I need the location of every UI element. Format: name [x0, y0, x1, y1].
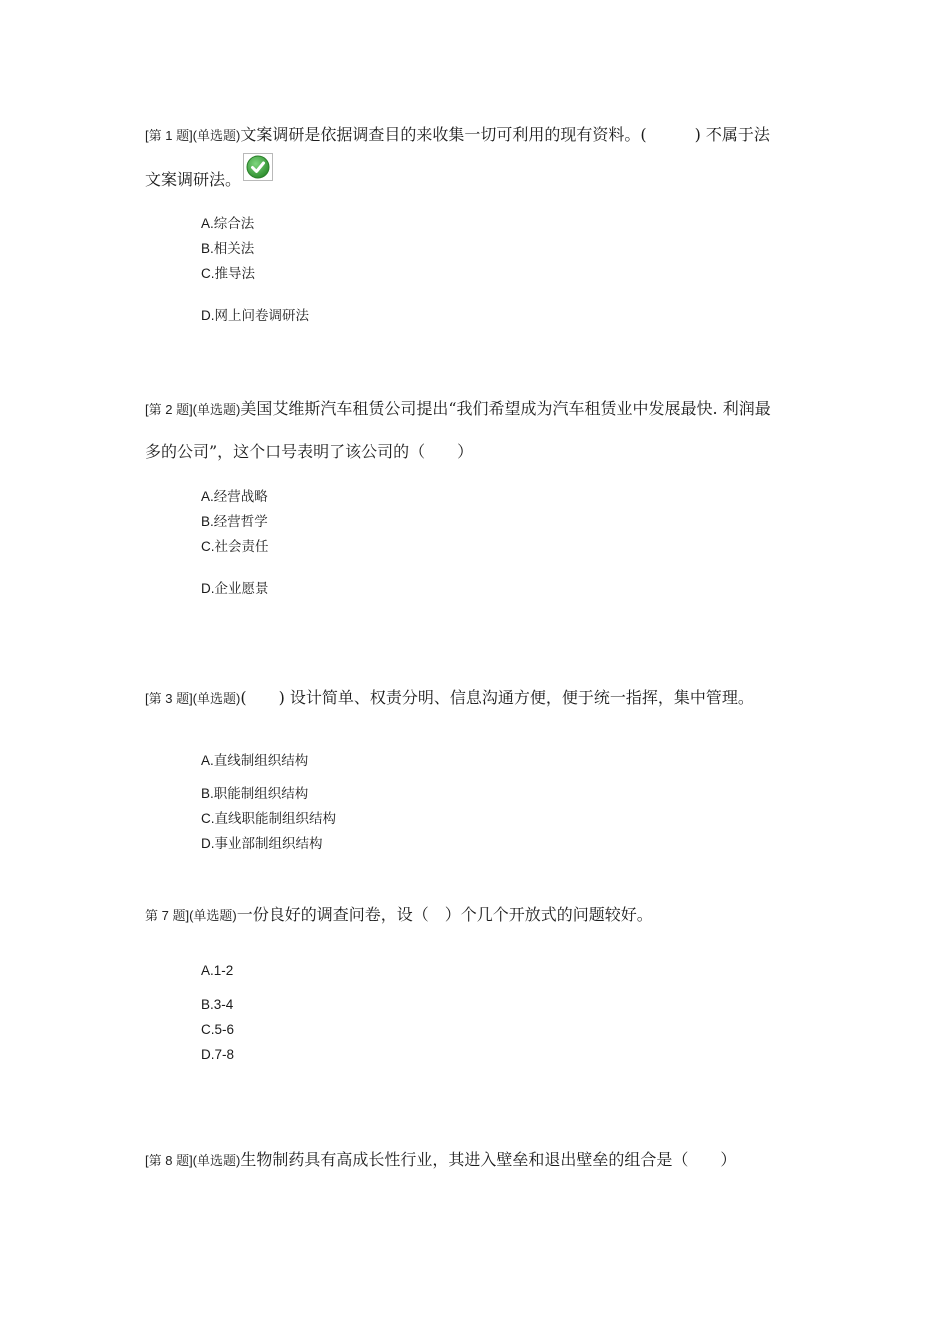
question-stem: 美国艾维斯汽车租赁公司提出“我们希望成为汽车租赁业中发展最快. 利润最	[240, 399, 771, 418]
option-d[interactable]: D.7-8	[201, 1047, 235, 1062]
option-a[interactable]: A.直线制组织结构	[201, 753, 309, 768]
option-c[interactable]: C.直线职能制组织结构	[201, 811, 336, 826]
question-7-line-1	[145, 902, 653, 925]
option-d[interactable]: D.事业部制组织结构	[201, 836, 323, 851]
option-c[interactable]: C.推导法	[201, 266, 255, 281]
check-circle-icon	[243, 153, 273, 181]
question-2-line-2	[145, 439, 473, 462]
question-tag: [第 8 题](单选题)	[145, 1153, 241, 1168]
question-3-line-1	[145, 685, 754, 708]
option-b[interactable]: B.相关法	[201, 241, 255, 256]
question-stem-continued: 文案调研法。	[145, 170, 242, 189]
option-c[interactable]: C.社会责任	[201, 539, 269, 554]
question-tag: [第 1 题](单选题)	[145, 128, 241, 143]
question-tag: [第 3 题](单选题)	[145, 691, 241, 706]
question-1-line-1	[145, 122, 770, 145]
option-d[interactable]: D.网上问卷调研法	[201, 308, 309, 323]
question-stem: ( ) 设计简单、权责分明、信息沟通方便，便于统一指挥，集中管理。	[240, 688, 754, 707]
option-b[interactable]: B.3-4	[201, 997, 234, 1012]
option-a[interactable]: A.1-2	[201, 963, 234, 978]
question-stem-continued: 多的公司”，这个口号表明了该公司的（ ）	[145, 442, 474, 461]
question-stem: 一份良好的调查问卷，设（ ）个几个开放式的问题较好。	[236, 905, 653, 924]
question-tag: 第 7 题](单选题)	[145, 908, 237, 923]
question-stem: 文案调研是依据调查目的来收集一切可利用的现有资料。( ) 不属于法	[240, 125, 770, 144]
option-c[interactable]: C.5-6	[201, 1022, 235, 1037]
option-b[interactable]: B.经营哲学	[201, 514, 268, 529]
question-2-line-1	[145, 396, 771, 419]
option-b[interactable]: B.职能制组织结构	[201, 786, 309, 801]
question-tag: [第 2 题](单选题)	[145, 402, 241, 417]
option-d[interactable]: D.企业愿景	[201, 581, 269, 596]
question-8-line-1	[145, 1147, 736, 1170]
option-a[interactable]: A.经营战略	[201, 489, 268, 504]
question-1-line-2	[145, 167, 241, 190]
question-stem: 生物制药具有高成长性行业，其进入壁垒和退出壁垒的组合是（ ）	[240, 1150, 737, 1169]
option-a[interactable]: A.综合法	[201, 216, 255, 231]
